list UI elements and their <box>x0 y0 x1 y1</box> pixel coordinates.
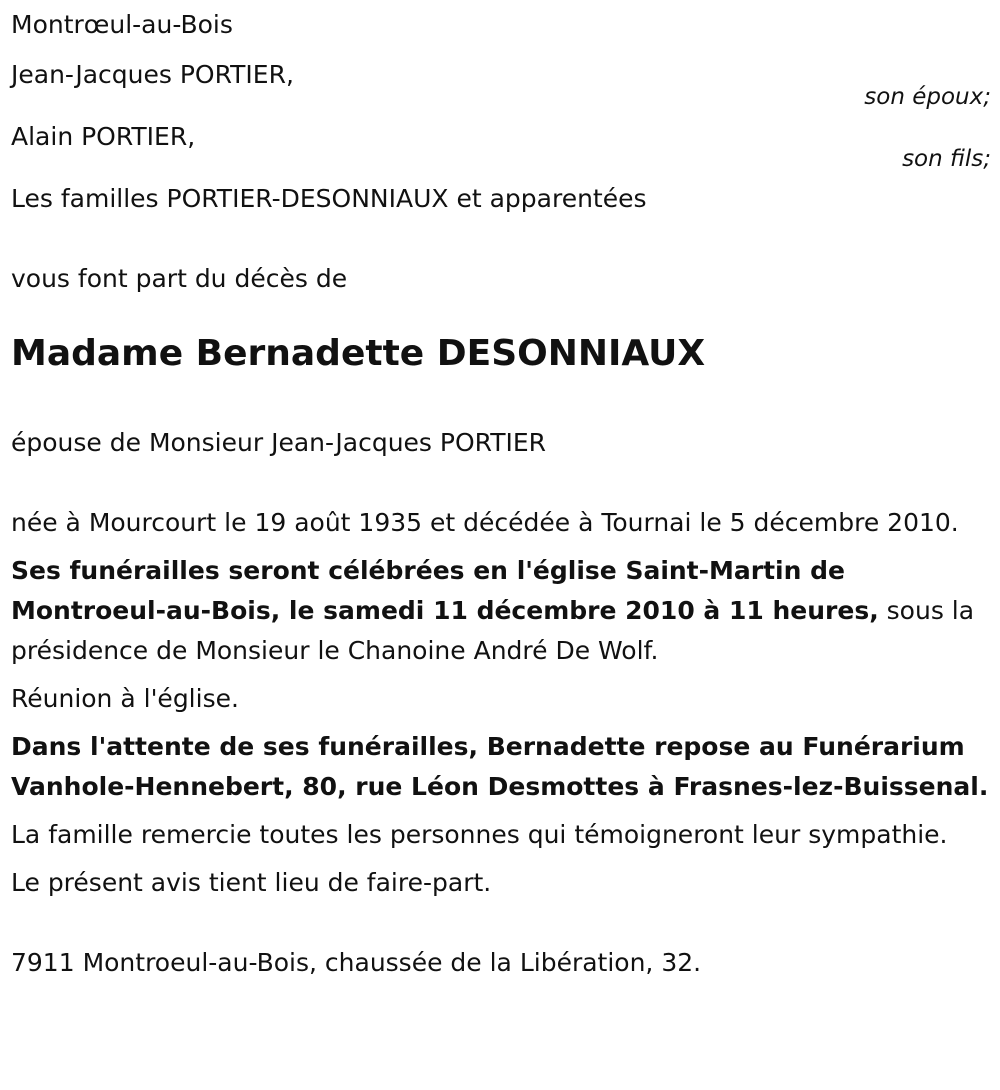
deceased-name: Madame Bernadette DESONNIAUX <box>11 333 706 374</box>
family-member-role: son fils; <box>902 146 991 172</box>
funeral-details-bold: Ses funérailles seront célébrées en l'église Saint-Martin de Montroeul-au-Bois, le samedi 11 décembre 2010 à 11 heures, <box>11 556 879 625</box>
families-line: Les familles PORTIER-DESONNIAUX et apparentées <box>11 184 647 213</box>
obituary-notice <box>11 5 991 983</box>
notice-line: Le présent avis tient lieu de faire-part. <box>11 868 492 897</box>
funeral-details-rest: sous la présidence de Monsieur le Chanoine André De Wolf. <box>11 596 975 665</box>
location-header: Montrœul-au-Bois <box>11 10 233 39</box>
announcement-text: vous font part du décès de <box>11 264 348 293</box>
address-line: 7911 Montroeul-au-Bois, chaussée de la Libération, 32. <box>11 948 702 977</box>
repose-paragraph: Dans l'attente de ses funérailles, Bernadette repose au Funérarium Vanhole-Hennebert, 80, rue Léon Desmottes à Frasnes-lez-Buissenal. <box>11 732 989 801</box>
family-member-role: son époux; <box>864 84 991 110</box>
thanks-paragraph: La famille remercie toutes les personnes qui témoigneront leur sympathie. <box>11 820 948 849</box>
funeral-paragraph <box>11 551 991 671</box>
meeting-line: Réunion à l'église. <box>11 684 239 713</box>
family-member-name: Jean-Jacques PORTIER, <box>11 60 294 89</box>
birth-death-line: née à Mourcourt le 19 août 1935 et décédée à Tournai le 5 décembre 2010. <box>11 508 959 537</box>
family-member-row <box>11 117 991 179</box>
spouse-line: épouse de Monsieur Jean-Jacques PORTIER <box>11 428 547 457</box>
family-member-row <box>11 55 991 117</box>
family-member-name: Alain PORTIER, <box>11 122 196 151</box>
